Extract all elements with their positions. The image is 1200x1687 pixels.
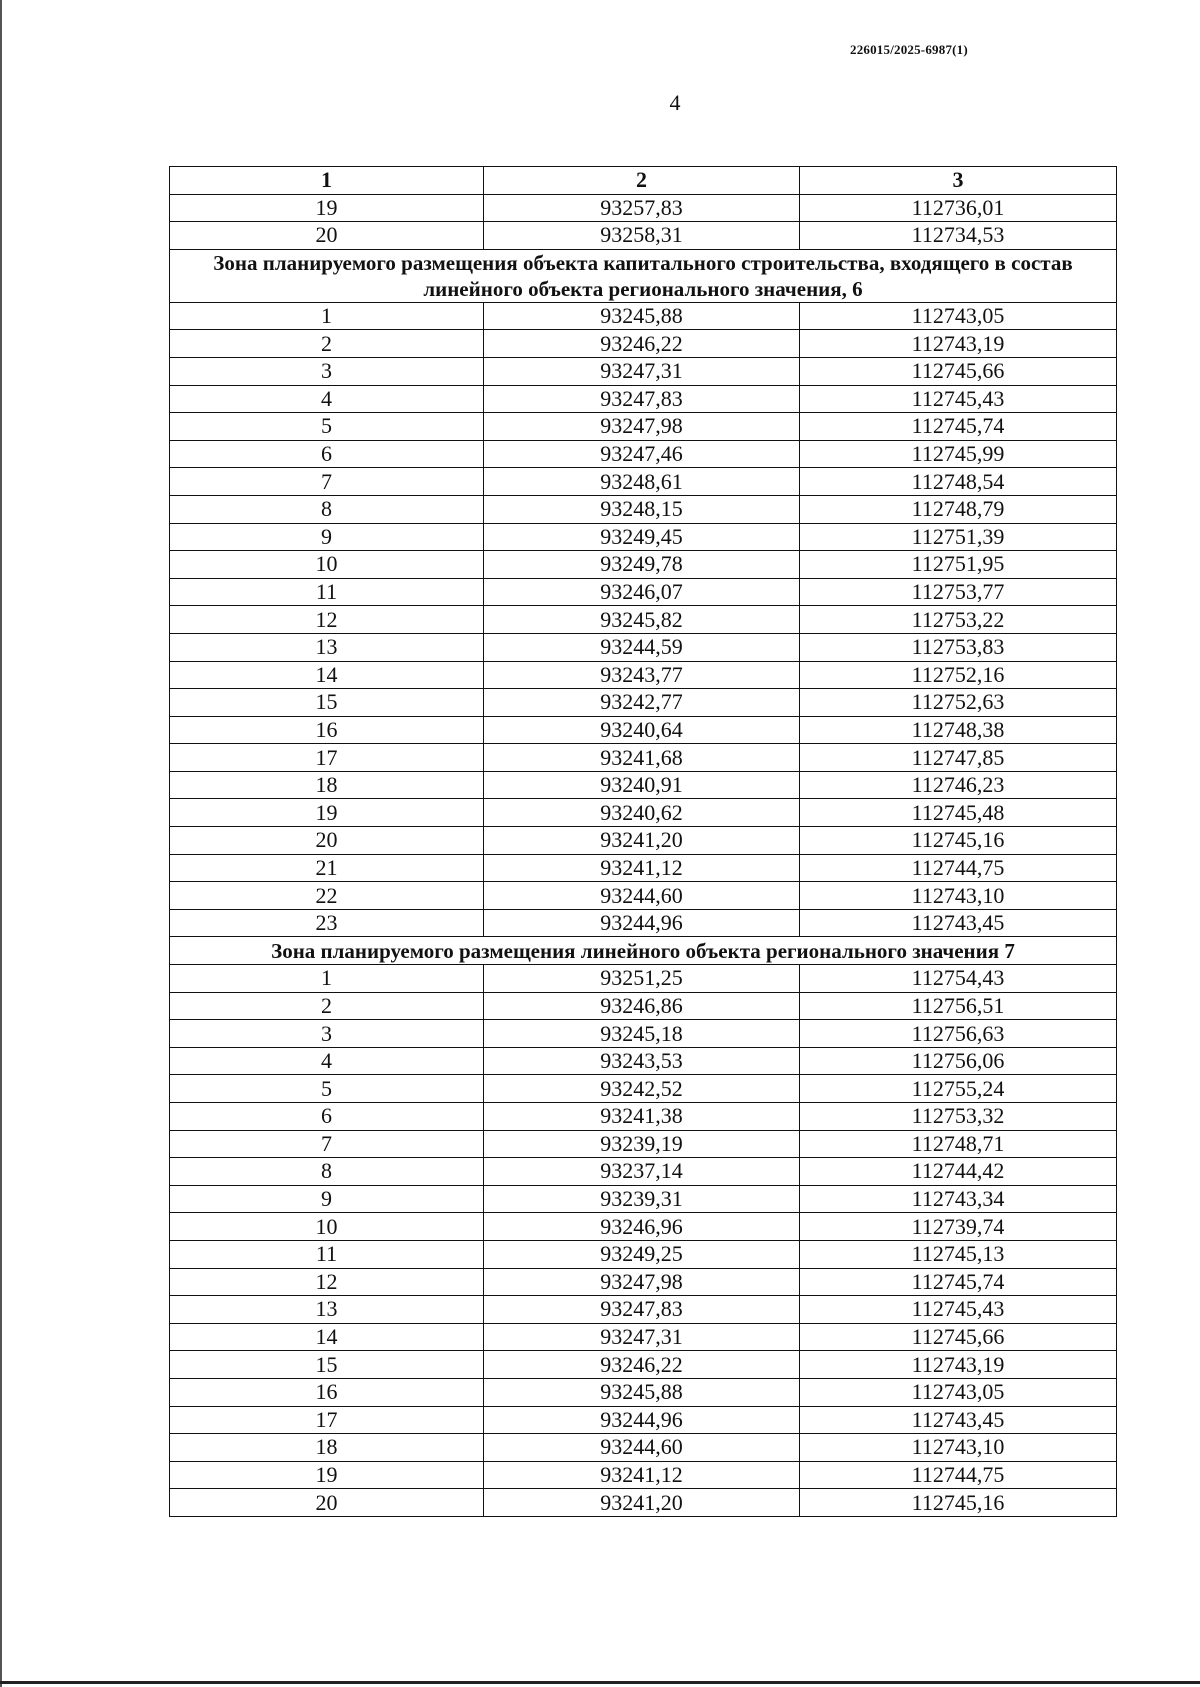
y-coordinate-cell: 112739,74	[800, 1213, 1117, 1241]
x-coordinate-cell: 93246,96	[484, 1213, 800, 1241]
x-coordinate-cell: 93247,83	[484, 1296, 800, 1324]
x-coordinate-cell: 93243,53	[484, 1047, 800, 1075]
point-number-cell: 17	[170, 744, 484, 772]
table-row	[170, 909, 1117, 937]
x-coordinate-cell: 93251,25	[484, 965, 800, 993]
point-number-cell: 13	[170, 1296, 484, 1324]
y-coordinate-cell: 112748,54	[800, 468, 1117, 496]
x-coordinate-cell: 93245,82	[484, 606, 800, 634]
point-number-cell: 6	[170, 1103, 484, 1131]
point-number-cell: 2	[170, 330, 484, 358]
point-number-cell: 5	[170, 413, 484, 441]
point-number-cell: 23	[170, 909, 484, 937]
x-coordinate-cell: 93247,46	[484, 440, 800, 468]
y-coordinate-cell: 112745,66	[800, 1323, 1117, 1351]
point-number-cell: 1	[170, 302, 484, 330]
table-row	[170, 1351, 1117, 1379]
table-row	[170, 1406, 1117, 1434]
table-row	[170, 1489, 1117, 1517]
table-row	[170, 551, 1117, 579]
page-bottom-edge	[0, 1681, 1200, 1684]
x-coordinate-cell: 93246,22	[484, 1351, 800, 1379]
table-row	[170, 1020, 1117, 1048]
table-row	[170, 1075, 1117, 1103]
x-coordinate-cell: 93245,88	[484, 302, 800, 330]
header-cell-y: 3	[800, 167, 1117, 195]
y-coordinate-cell: 112753,83	[800, 633, 1117, 661]
point-number-cell: 11	[170, 1240, 484, 1268]
y-coordinate-cell: 112747,85	[800, 744, 1117, 772]
y-coordinate-cell: 112756,51	[800, 992, 1117, 1020]
table-row	[170, 661, 1117, 689]
point-number-cell: 1	[170, 965, 484, 993]
x-coordinate-cell: 93249,78	[484, 551, 800, 579]
table-row	[170, 854, 1117, 882]
x-coordinate-cell: 93247,31	[484, 357, 800, 385]
table-row	[170, 965, 1117, 993]
x-coordinate-cell: 93240,91	[484, 771, 800, 799]
table-row	[170, 1103, 1117, 1131]
y-coordinate-cell: 112754,43	[800, 965, 1117, 993]
point-number-cell: 3	[170, 357, 484, 385]
x-coordinate-cell: 93240,62	[484, 799, 800, 827]
x-coordinate-cell: 93241,68	[484, 744, 800, 772]
page-left-edge	[0, 0, 2, 1687]
y-coordinate-cell: 112743,34	[800, 1185, 1117, 1213]
x-coordinate-cell: 93245,88	[484, 1378, 800, 1406]
y-coordinate-cell: 112744,75	[800, 1461, 1117, 1489]
x-coordinate-cell: 93239,31	[484, 1185, 800, 1213]
point-number-cell: 3	[170, 1020, 484, 1048]
table-row	[170, 1047, 1117, 1075]
y-coordinate-cell: 112756,63	[800, 1020, 1117, 1048]
y-coordinate-cell: 112753,32	[800, 1103, 1117, 1131]
table-row	[170, 385, 1117, 413]
table-row	[170, 1434, 1117, 1462]
y-coordinate-cell: 112743,19	[800, 330, 1117, 358]
y-coordinate-cell: 112753,22	[800, 606, 1117, 634]
table-row	[170, 330, 1117, 358]
y-coordinate-cell: 112745,74	[800, 1268, 1117, 1296]
table-row	[170, 495, 1117, 523]
point-number-cell: 19	[170, 1461, 484, 1489]
x-coordinate-cell: 93248,61	[484, 468, 800, 496]
table-row	[170, 440, 1117, 468]
y-coordinate-cell: 112748,71	[800, 1130, 1117, 1158]
y-coordinate-cell: 112745,16	[800, 827, 1117, 855]
point-number-cell: 15	[170, 689, 484, 717]
x-coordinate-cell: 93240,64	[484, 716, 800, 744]
zone-title-row	[170, 937, 1117, 965]
y-coordinate-cell: 112743,05	[800, 302, 1117, 330]
table-row	[170, 606, 1117, 634]
x-coordinate-cell: 93246,86	[484, 992, 800, 1020]
y-coordinate-cell: 112745,16	[800, 1489, 1117, 1517]
table-header-row	[170, 167, 1117, 195]
header-cell-x: 2	[484, 167, 800, 195]
y-coordinate-cell: 112746,23	[800, 771, 1117, 799]
x-coordinate-cell: 93249,25	[484, 1240, 800, 1268]
x-coordinate-cell: 93244,59	[484, 633, 800, 661]
y-coordinate-cell: 112748,38	[800, 716, 1117, 744]
point-number-cell: 20	[170, 222, 484, 250]
point-number-cell: 16	[170, 716, 484, 744]
y-coordinate-cell: 112752,63	[800, 689, 1117, 717]
x-coordinate-cell: 93241,20	[484, 827, 800, 855]
x-coordinate-cell: 93239,19	[484, 1130, 800, 1158]
point-number-cell: 12	[170, 1268, 484, 1296]
point-number-cell: 20	[170, 827, 484, 855]
x-coordinate-cell: 93258,31	[484, 222, 800, 250]
x-coordinate-cell: 93245,18	[484, 1020, 800, 1048]
y-coordinate-cell: 112745,43	[800, 1296, 1117, 1324]
point-number-cell: 15	[170, 1351, 484, 1379]
table-row	[170, 357, 1117, 385]
point-number-cell: 10	[170, 551, 484, 579]
point-number-cell: 4	[170, 385, 484, 413]
x-coordinate-cell: 93242,52	[484, 1075, 800, 1103]
coordinates-table-body	[170, 167, 1117, 1517]
x-coordinate-cell: 93241,12	[484, 1461, 800, 1489]
point-number-cell: 2	[170, 992, 484, 1020]
table-row	[170, 799, 1117, 827]
y-coordinate-cell: 112734,53	[800, 222, 1117, 250]
x-coordinate-cell: 93246,22	[484, 330, 800, 358]
coordinates-table	[169, 166, 1117, 1517]
point-number-cell: 16	[170, 1378, 484, 1406]
table-row	[170, 1268, 1117, 1296]
x-coordinate-cell: 93247,98	[484, 1268, 800, 1296]
point-number-cell: 9	[170, 1185, 484, 1213]
point-number-cell: 11	[170, 578, 484, 606]
table-row	[170, 1461, 1117, 1489]
table-row	[170, 1185, 1117, 1213]
table-row	[170, 992, 1117, 1020]
header-cell-point: 1	[170, 167, 484, 195]
point-number-cell: 14	[170, 661, 484, 689]
table-row	[170, 1158, 1117, 1186]
x-coordinate-cell: 93244,96	[484, 909, 800, 937]
y-coordinate-cell: 112743,10	[800, 882, 1117, 910]
y-coordinate-cell: 112743,45	[800, 1406, 1117, 1434]
table-row	[170, 468, 1117, 496]
table-row	[170, 716, 1117, 744]
point-number-cell: 12	[170, 606, 484, 634]
zone-title: Зона планируемого размещения объекта капитального строительства, входящего в состав линейного объекта регионального значения, 6	[170, 249, 1117, 302]
table-row	[170, 413, 1117, 441]
x-coordinate-cell: 93247,31	[484, 1323, 800, 1351]
x-coordinate-cell: 93244,60	[484, 882, 800, 910]
y-coordinate-cell: 112756,06	[800, 1047, 1117, 1075]
x-coordinate-cell: 93249,45	[484, 523, 800, 551]
point-number-cell: 22	[170, 882, 484, 910]
x-coordinate-cell: 93244,96	[484, 1406, 800, 1434]
y-coordinate-cell: 112743,45	[800, 909, 1117, 937]
point-number-cell: 8	[170, 1158, 484, 1186]
y-coordinate-cell: 112745,99	[800, 440, 1117, 468]
table-row	[170, 222, 1117, 250]
table-row	[170, 633, 1117, 661]
x-coordinate-cell: 93242,77	[484, 689, 800, 717]
zone-title: Зона планируемого размещения линейного объекта регионального значения 7	[170, 937, 1117, 965]
y-coordinate-cell: 112744,42	[800, 1158, 1117, 1186]
x-coordinate-cell: 93247,83	[484, 385, 800, 413]
zone-title-row	[170, 249, 1117, 302]
table-row	[170, 1240, 1117, 1268]
point-number-cell: 18	[170, 771, 484, 799]
x-coordinate-cell: 93241,38	[484, 1103, 800, 1131]
y-coordinate-cell: 112752,16	[800, 661, 1117, 689]
table-row	[170, 882, 1117, 910]
y-coordinate-cell: 112751,39	[800, 523, 1117, 551]
y-coordinate-cell: 112753,77	[800, 578, 1117, 606]
table-row	[170, 1213, 1117, 1241]
point-number-cell: 14	[170, 1323, 484, 1351]
y-coordinate-cell: 112743,10	[800, 1434, 1117, 1462]
x-coordinate-cell: 93257,83	[484, 194, 800, 222]
point-number-cell: 7	[170, 468, 484, 496]
y-coordinate-cell: 112745,66	[800, 357, 1117, 385]
table-row	[170, 302, 1117, 330]
table-row	[170, 1296, 1117, 1324]
table-row	[170, 1323, 1117, 1351]
y-coordinate-cell: 112748,79	[800, 495, 1117, 523]
table-row	[170, 689, 1117, 717]
point-number-cell: 5	[170, 1075, 484, 1103]
point-number-cell: 18	[170, 1434, 484, 1462]
point-number-cell: 21	[170, 854, 484, 882]
x-coordinate-cell: 93248,15	[484, 495, 800, 523]
y-coordinate-cell: 112743,05	[800, 1378, 1117, 1406]
point-number-cell: 8	[170, 495, 484, 523]
table-row	[170, 1130, 1117, 1158]
point-number-cell: 9	[170, 523, 484, 551]
point-number-cell: 19	[170, 799, 484, 827]
table-row	[170, 1378, 1117, 1406]
point-number-cell: 7	[170, 1130, 484, 1158]
x-coordinate-cell: 93247,98	[484, 413, 800, 441]
y-coordinate-cell: 112744,75	[800, 854, 1117, 882]
y-coordinate-cell: 112745,13	[800, 1240, 1117, 1268]
table-row	[170, 827, 1117, 855]
document-number: 226015/2025-6987(1)	[850, 42, 968, 57]
y-coordinate-cell: 112751,95	[800, 551, 1117, 579]
table-row	[170, 744, 1117, 772]
y-coordinate-cell: 112743,19	[800, 1351, 1117, 1379]
point-number-cell: 4	[170, 1047, 484, 1075]
y-coordinate-cell: 112745,74	[800, 413, 1117, 441]
y-coordinate-cell: 112745,48	[800, 799, 1117, 827]
page-number: 4	[669, 90, 681, 115]
x-coordinate-cell: 93246,07	[484, 578, 800, 606]
y-coordinate-cell: 112745,43	[800, 385, 1117, 413]
y-coordinate-cell: 112736,01	[800, 194, 1117, 222]
y-coordinate-cell: 112755,24	[800, 1075, 1117, 1103]
point-number-cell: 6	[170, 440, 484, 468]
x-coordinate-cell: 93237,14	[484, 1158, 800, 1186]
table-row	[170, 194, 1117, 222]
x-coordinate-cell: 93244,60	[484, 1434, 800, 1462]
point-number-cell: 20	[170, 1489, 484, 1517]
point-number-cell: 19	[170, 194, 484, 222]
point-number-cell: 13	[170, 633, 484, 661]
table-row	[170, 771, 1117, 799]
table-row	[170, 578, 1117, 606]
table-row	[170, 523, 1117, 551]
point-number-cell: 10	[170, 1213, 484, 1241]
point-number-cell: 17	[170, 1406, 484, 1434]
x-coordinate-cell: 93243,77	[484, 661, 800, 689]
x-coordinate-cell: 93241,12	[484, 854, 800, 882]
x-coordinate-cell: 93241,20	[484, 1489, 800, 1517]
